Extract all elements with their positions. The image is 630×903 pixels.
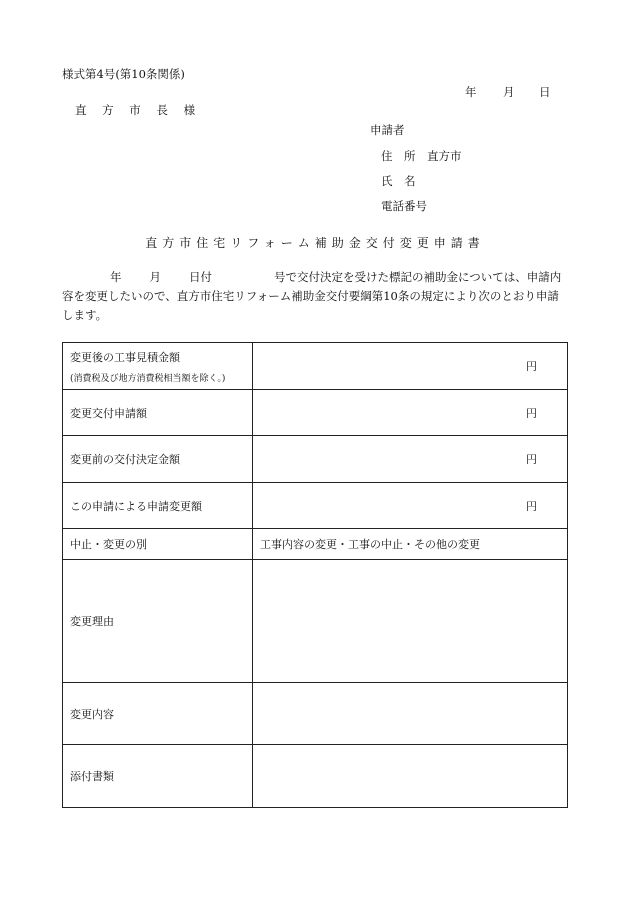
- date-year: 年: [465, 85, 477, 99]
- attachments-label: 添付書類: [63, 745, 253, 808]
- change-form-table: [62, 342, 568, 808]
- document-title: 直方市住宅リフォーム補助金交付変更申請書: [145, 236, 485, 250]
- table-row: [63, 343, 568, 390]
- requested-label: 変更交付申請額: [63, 390, 253, 436]
- requested-amount-field[interactable]: [253, 390, 568, 436]
- body-paragraph: [62, 268, 570, 325]
- table-row: [63, 436, 568, 483]
- applicant-heading: 申請者: [370, 123, 405, 137]
- table-row: [63, 390, 568, 436]
- date-day: 日: [539, 85, 551, 99]
- estimate-label: 変更後の工事見積金額: [70, 350, 180, 364]
- type-options[interactable]: 工事内容の変更・工事の中止・その他の変更: [253, 529, 568, 560]
- address-label: 住 所: [381, 149, 416, 163]
- estimate-amount-field[interactable]: [253, 343, 568, 390]
- yen-unit: 円: [526, 453, 537, 466]
- reason-field[interactable]: [253, 560, 568, 683]
- phone-label: 電話番号: [381, 199, 427, 213]
- table-row: [63, 560, 568, 683]
- applicant-address: [381, 148, 462, 164]
- content-label: 変更内容: [63, 683, 253, 745]
- table-row: [63, 529, 568, 560]
- change-amount-field[interactable]: [253, 483, 568, 529]
- change-label: この申請による申請変更額: [63, 483, 253, 529]
- content-field[interactable]: [253, 683, 568, 745]
- date-line: [465, 84, 551, 100]
- body-text: 号で交付決定を受けた標記の補助金については、申請内容を変更したいので、直方市住宅リフォーム補助金交付要綱第10条の規定により次のとおり申請します。: [62, 270, 562, 322]
- estimate-note: (消費税及び地方消費税相当額を除く。): [70, 373, 226, 384]
- estimate-label-cell: [63, 343, 253, 390]
- yen-unit: 円: [526, 499, 537, 513]
- body-day: 日付: [189, 270, 212, 284]
- yen-unit: 円: [526, 360, 537, 373]
- attachments-field[interactable]: [253, 745, 568, 808]
- table-row: [63, 483, 568, 529]
- form-number: 様式第4号(第10条関係): [62, 67, 185, 81]
- body-year: 年: [110, 270, 122, 284]
- name-label: 氏 名: [381, 174, 416, 188]
- previous-label: 変更前の交付決定金額: [63, 436, 253, 483]
- table-row: [63, 745, 568, 808]
- reason-label: 変更理由: [63, 560, 253, 683]
- body-month: 月: [149, 270, 161, 284]
- applicant-name: [381, 173, 427, 189]
- table-row: [63, 683, 568, 745]
- previous-amount-field[interactable]: [253, 436, 568, 483]
- type-label: 中止・変更の別: [63, 529, 253, 560]
- address-value: 直方市: [427, 149, 462, 163]
- date-month: 月: [503, 85, 515, 99]
- yen-unit: 円: [526, 406, 537, 420]
- applicant-phone: [381, 198, 427, 214]
- addressee: 直 方 市 長 様: [75, 103, 202, 117]
